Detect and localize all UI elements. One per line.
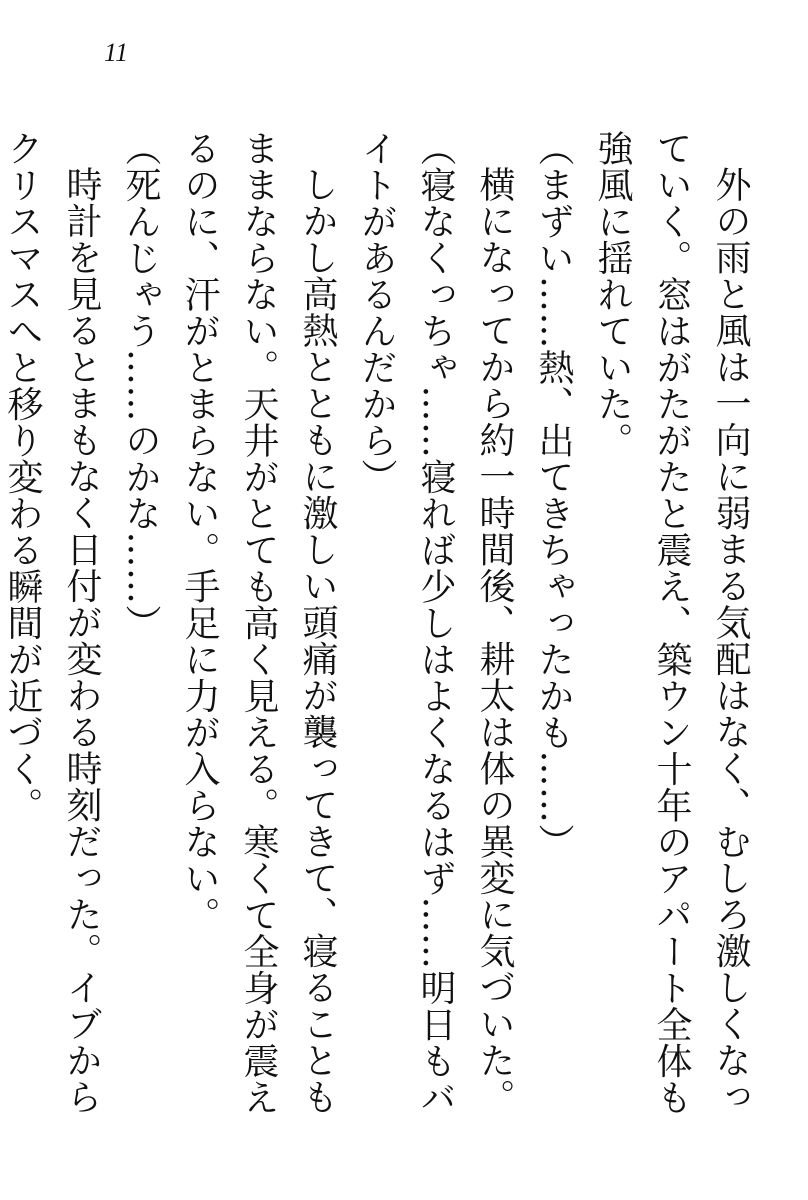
body-text [2,130,760,1130]
paragraph-6: （死んじゃう……のかな……） [120,130,161,641]
paragraph-4: （寝なくっちゃ……寝れば少しはよくなるはず……明日もバイトがあるんだから） [356,130,456,1116]
paragraph-1: 外の雨と風は一向に弱まる気配はなく、むしろ激しくなっていく。窓はがたがたと震え、築ウン十年のアパート全体も強風に揺れていた。 [592,130,751,1116]
paragraph-7: 時計を見るとまもなく日付が変わる時刻だった。イブからクリスマスへと移り変わる瞬間が近づく。 [2,130,102,1115]
paragraph-2: （まずい……熱、出てきちゃったかも……） [533,130,574,860]
paragraph-5: しかし高熱とともに激しい頭痛が襲ってきて、寝ることもままならない。天井がとても高く見える。寒くて全身が震えるのに、汗がとまらない。手足に力が入らない。 [179,130,338,1116]
paragraph-3: 横になってから約一時間後、耕太は体の異変に気づいた。 [474,166,515,1115]
page-number: 11 [104,38,129,67]
